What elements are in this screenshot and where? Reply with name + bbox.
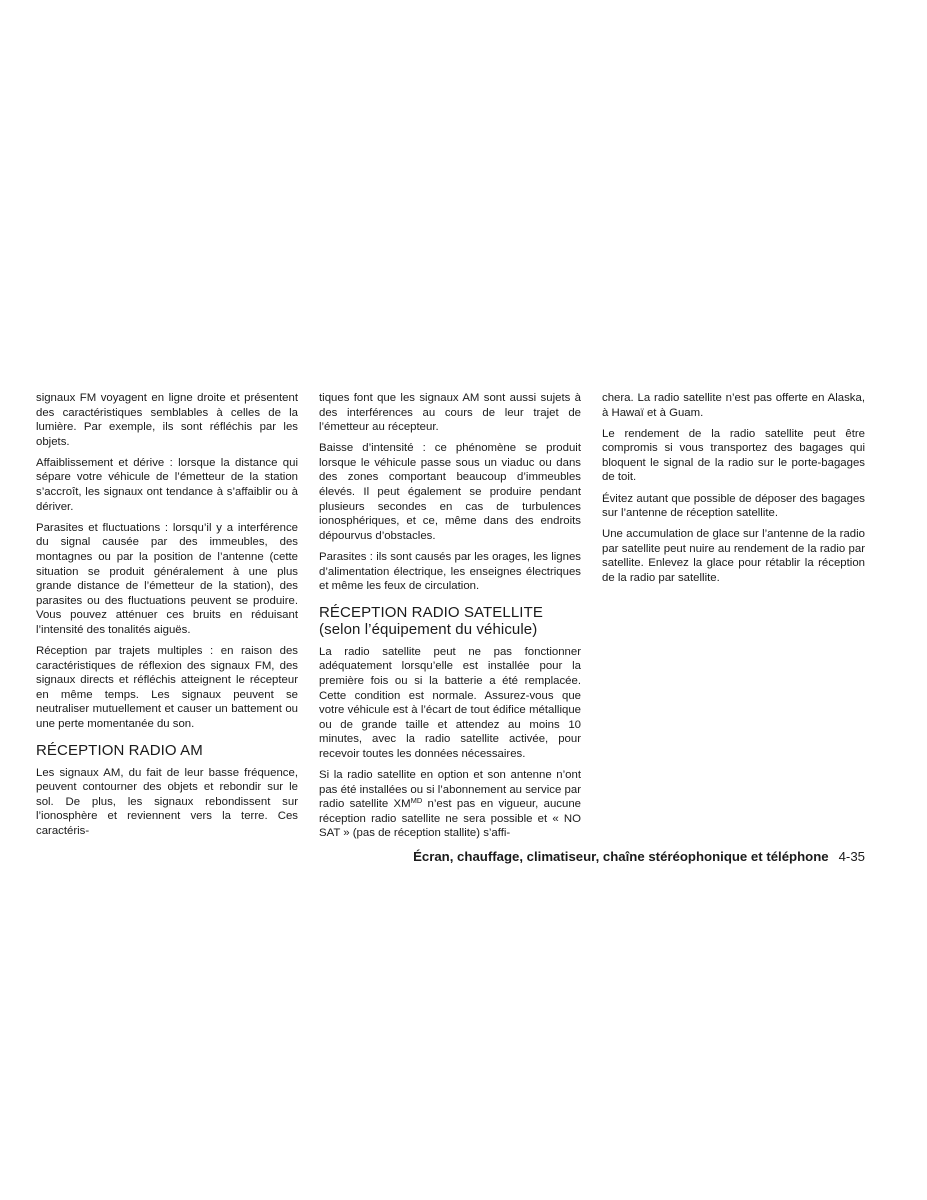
text-column-3: [602, 391, 865, 592]
paragraph-static: Parasites : ils sont causés par les orages, les lignes d’alimentation électrique, les enseignes électriques et même les feux de circulation.: [319, 550, 581, 593]
paragraph-satellite-antenna: Évitez autant que possible de déposer des bagages sur l’antenne de réception satellite.: [602, 492, 865, 520]
subscription-text-end: n’est pas en vigueur, aucune réception radio satellite ne sera possible et « NO SAT » (pas de réception stallite) s’affi-: [319, 798, 581, 840]
chapter-title: Écran, chauffage, climatiseur, chaîne stéréophonique et téléphone: [413, 849, 829, 864]
paragraph-am-interference: tiques font que les signaux AM sont aussi sujets à des interférences au cours de leur trajet de l’émetteur au récepteur.: [319, 392, 581, 434]
md-superscript: MD: [410, 796, 423, 806]
paragraph-multipath: Réception par trajets multiples : en raison des caractéristiques de réflexion des signaux FM, des signaux directs et réfléchis atteignent le récepteur en même temps. Les signaux peuvent se neutraliser mutuellement et causer un battement ou une perte momentanée du son.: [36, 645, 298, 730]
paragraph-satellite-luggage: Le rendement de la radio satellite peut être compromis si vous transportez des bagages qui bloquent le signal de la radio sur le porte-bagages de toit.: [602, 427, 865, 484]
paragraph-satellite-first-use: La radio satellite peut ne pas fonctionner adéquatement lorsqu’elle est installée pour la première fois ou si la batterie a été remplacée. Cette condition est normale. Assurez-vous que votre véhicule est à l’écart de tout édifice métallique ou de grande taille et attendez au moins 10 minutes, avec la radio satellite activée, pour recevoir toutes les données nécessaires.: [319, 645, 581, 760]
subscription-text-start: Si la radio satellite en option et son antenne n’ont pas été installées ou si l’abonnement au service par radio satellite XM: [319, 768, 581, 811]
page-footer: [413, 849, 865, 864]
paragraph-fading: Baisse d’intensité : ce phénomène se produit lorsque le véhicule passe sous un viaduc ou dans des zones comportant beaucoup d’immeubles élevés. Il peut également se produire pendant plusieurs secondes en cas de turbulences ionosphériques, et ce, même dans des endroits dépourvus d’obstacles.: [319, 442, 581, 542]
text-column-1: [36, 391, 298, 845]
text-column-2: [319, 391, 581, 847]
paragraph-satellite-coverage: chera. La radio satellite n’est pas offerte en Alaska, à Hawaï et à Guam.: [602, 392, 865, 419]
heading-satellite-subtitle: (selon l’équipement du véhicule): [319, 620, 538, 638]
paragraph-static-flutter: Parasites et fluctuations : lorsqu’il y a interférence du signal causée par des immeubles, des montagnes ou par la position de l’antenne (cette situation se produit généralement à une plus grande distance de l’émetteur de la station), des parasites ou des fluctuations peuvent se produire. Vous pouvez atténuer ces bruits en réduisant l’intensité des tonalités aiguës.: [36, 521, 298, 636]
page-number: 4-35: [838, 849, 865, 864]
heading-am-reception: RÉCEPTION RADIO AM: [36, 741, 203, 759]
paragraph-satellite-subscription: [319, 768, 581, 841]
paragraph-satellite-ice: Une accumulation de glace sur l’antenne de la radio par satellite peut nuire au rendement de la radio par satellite. Enlevez la glace pour rétablir la réception de la radio par satellite.: [602, 528, 865, 585]
paragraph-fading-drift: Affaiblissement et dérive : lorsque la distance qui sépare votre véhicule de l’émetteur de la station s’accroît, les signaux ont tendance à s’affaiblir ou à dériver.: [36, 456, 298, 513]
heading-satellite-title: RÉCEPTION RADIO SATELLITE: [319, 603, 543, 621]
heading-satellite-reception: [319, 604, 581, 638]
paragraph-fm-signals: signaux FM voyagent en ligne droite et présentent des caractéristiques semblables à celles de la lumière. Par exemple, ils sont réfléchis par les objets.: [36, 392, 298, 448]
paragraph-am-signals: Les signaux AM, du fait de leur basse fréquence, peuvent contourner des objets et rebondir sur le sol. De plus, les signaux rebondissent sur l’ionosphère et reviennent vers la terre. Ces caractéris-: [36, 766, 298, 837]
